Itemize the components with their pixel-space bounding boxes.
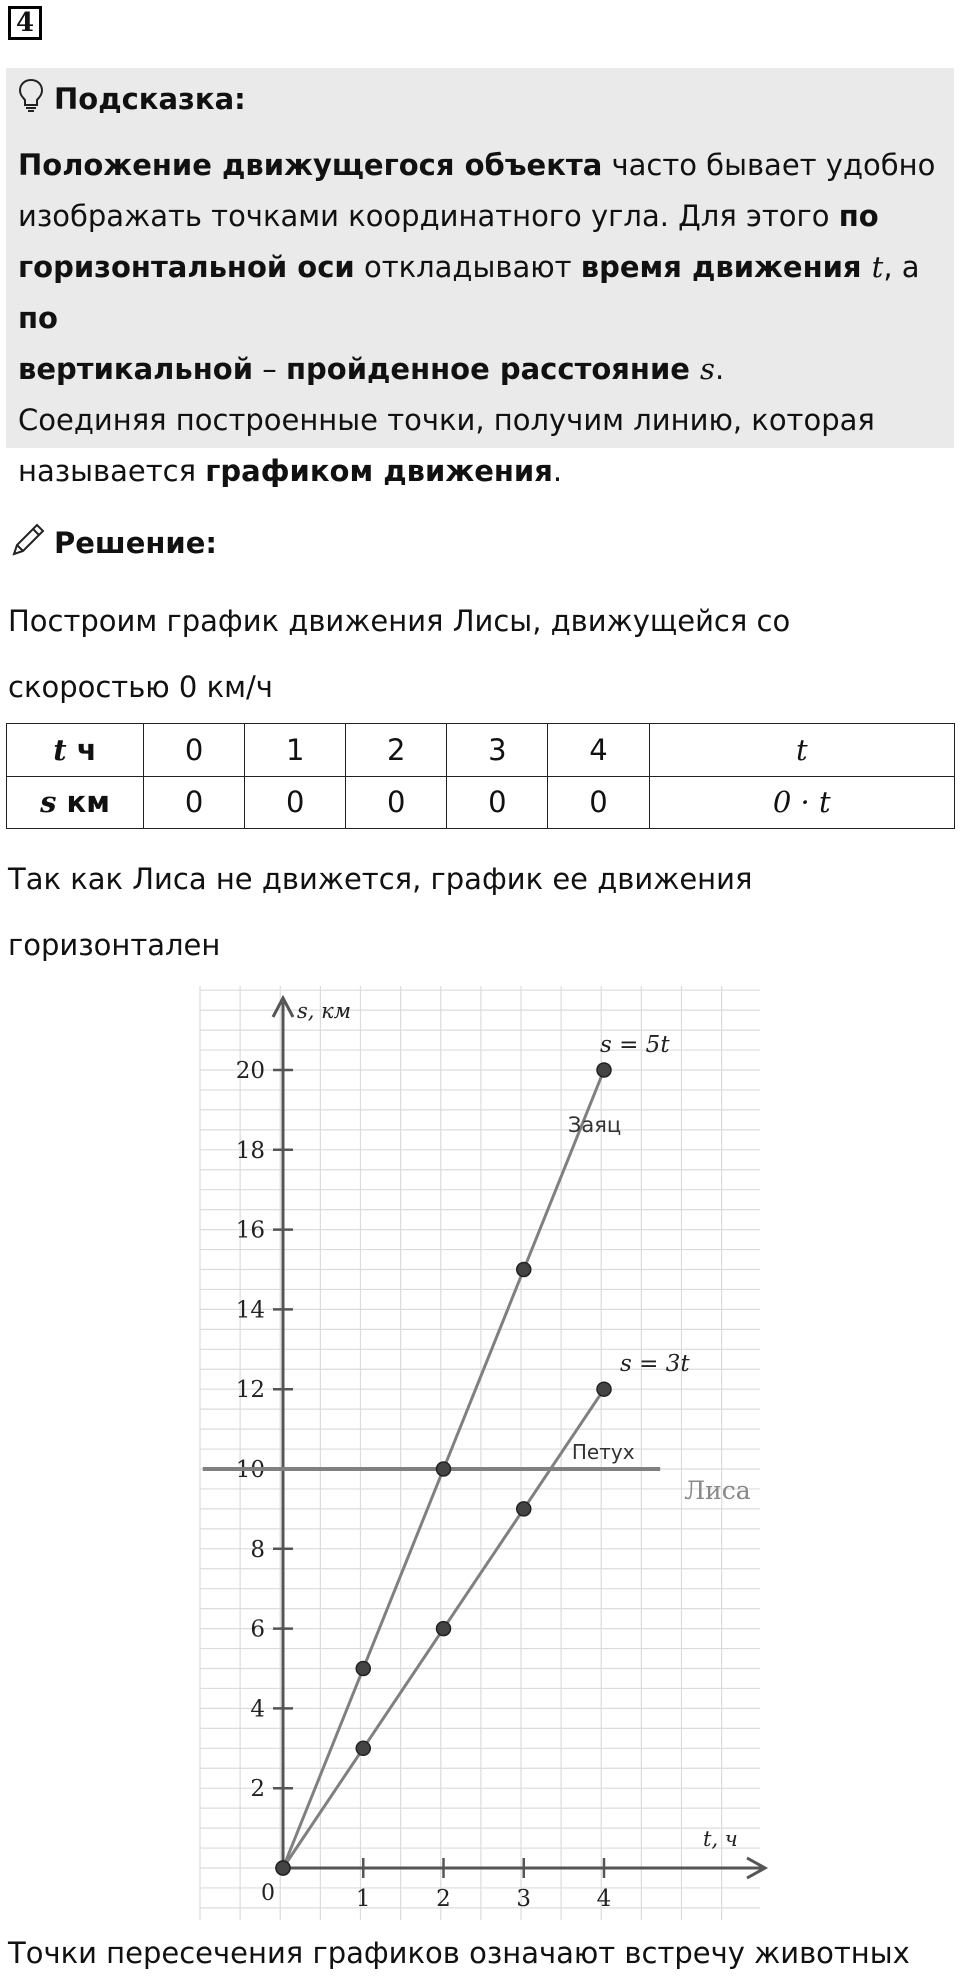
y-tick-label: 20 xyxy=(235,1058,265,1084)
hint-line xyxy=(18,140,948,191)
text-span: – xyxy=(253,352,286,386)
bold-text: время движения xyxy=(580,250,872,284)
var-t-cell: t xyxy=(795,732,808,767)
text-span: . xyxy=(714,352,725,386)
text-span: Соединяя построенные точки, получим линию, которая xyxy=(18,403,875,437)
series-name-label: Заяц xyxy=(567,1112,622,1137)
series-formula-label: s = 5t xyxy=(599,1032,670,1059)
x-tick-label: 2 xyxy=(436,1886,451,1912)
table-cell: 0 xyxy=(447,776,548,829)
table-header-cell xyxy=(7,724,144,777)
x-tick-label: 1 xyxy=(355,1886,371,1912)
data-point xyxy=(597,1382,611,1396)
after-line: Так как Лиса не движется, график ее движения xyxy=(8,862,753,896)
solution-title-row xyxy=(10,520,217,565)
table-cell: 1 xyxy=(245,724,346,777)
data-point xyxy=(356,1741,370,1755)
text-span: называется xyxy=(18,454,206,488)
table-cell: 3 xyxy=(447,724,548,777)
hint-title: Подсказка: xyxy=(54,81,246,116)
data-point xyxy=(356,1662,370,1676)
text-span: , а xyxy=(883,250,920,284)
y-tick-label: 12 xyxy=(235,1377,265,1404)
y-tick-label: 10 xyxy=(235,1457,265,1483)
text-span: откладывают xyxy=(354,250,581,284)
intro-line: скоростью 0 км/ч xyxy=(8,670,273,704)
y-tick-label: 2 xyxy=(250,1776,265,1803)
solution-title: Решение: xyxy=(54,525,218,560)
y-tick-label: 18 xyxy=(235,1137,265,1164)
table-row xyxy=(7,724,955,777)
bold-text: по xyxy=(18,301,58,335)
solution-after xyxy=(8,846,948,978)
table-cell xyxy=(649,776,954,829)
motion-chart xyxy=(195,980,770,1925)
text-span: . xyxy=(552,454,563,488)
text-span: изображать точками координатного угла. Для этого xyxy=(18,199,839,233)
hint-line xyxy=(18,242,948,344)
series-name-label: Лиса xyxy=(684,1475,751,1505)
data-point xyxy=(597,1063,611,1077)
hint-line xyxy=(18,191,948,242)
series-name-label: Петух xyxy=(571,1440,635,1465)
task-number: 4 xyxy=(8,6,42,40)
bold-text: вертикальной xyxy=(18,352,254,386)
text-span: часто бывает удобно xyxy=(602,148,936,182)
table-cell: 4 xyxy=(548,724,649,777)
formula-cell: 0 · t xyxy=(772,785,831,820)
bold-text: пройденное расстояние xyxy=(285,352,701,386)
bold-text: графиком движения xyxy=(205,454,553,488)
y-axis-label: s, км xyxy=(297,999,352,1023)
x-axis-label: t, ч xyxy=(703,1827,738,1851)
pencil-icon xyxy=(10,520,48,565)
table-row xyxy=(7,776,955,829)
data-point xyxy=(276,1861,290,1875)
bold-text: по xyxy=(838,199,879,233)
data-point xyxy=(517,1263,531,1277)
data-point xyxy=(517,1502,531,1516)
y-tick-label: 8 xyxy=(250,1536,265,1563)
math-var: t xyxy=(871,250,884,284)
x-tick-label: 3 xyxy=(516,1886,532,1912)
table-cell: 0 xyxy=(144,776,245,829)
intro-line: Построим график движения Лисы, движущейся со xyxy=(8,604,791,638)
data-point xyxy=(437,1462,451,1476)
solution-intro xyxy=(8,588,948,720)
final-text: Точки пересечения графиков означают встречу животных xyxy=(8,1936,910,1970)
table-cell: 0 xyxy=(346,776,447,829)
data-point xyxy=(437,1622,451,1636)
hint-text xyxy=(18,140,948,497)
table-cell: 2 xyxy=(346,724,447,777)
table-cell: 0 xyxy=(548,776,649,829)
table-cell: 0 xyxy=(144,724,245,777)
x-tick-label: 4 xyxy=(596,1886,612,1912)
unit-label: ч xyxy=(66,732,97,767)
bold-text: горизонтальной оси xyxy=(18,250,355,284)
unit-label: км xyxy=(56,785,110,820)
bold-text: Положение движущегося объекта xyxy=(18,148,603,182)
hint-title-row xyxy=(18,78,246,119)
y-tick-label: 14 xyxy=(235,1297,265,1324)
hint-line xyxy=(18,344,948,395)
var-t: t xyxy=(53,732,67,767)
values-table xyxy=(6,723,955,829)
math-var: s xyxy=(700,352,715,386)
origin-label: 0 xyxy=(261,1881,275,1906)
after-line: горизонтален xyxy=(8,928,221,962)
hint-line xyxy=(18,446,948,497)
series-formula-label: s = 3t xyxy=(620,1351,690,1378)
lightbulb-icon xyxy=(18,78,44,119)
var-s: s xyxy=(40,785,57,820)
y-tick-label: 6 xyxy=(250,1616,265,1643)
y-tick-label: 16 xyxy=(235,1217,265,1244)
y-tick-label: 4 xyxy=(250,1696,265,1723)
table-cell: 0 xyxy=(245,776,346,829)
hint-line xyxy=(18,395,948,446)
table-header-cell xyxy=(7,776,144,829)
table-cell xyxy=(649,724,954,777)
